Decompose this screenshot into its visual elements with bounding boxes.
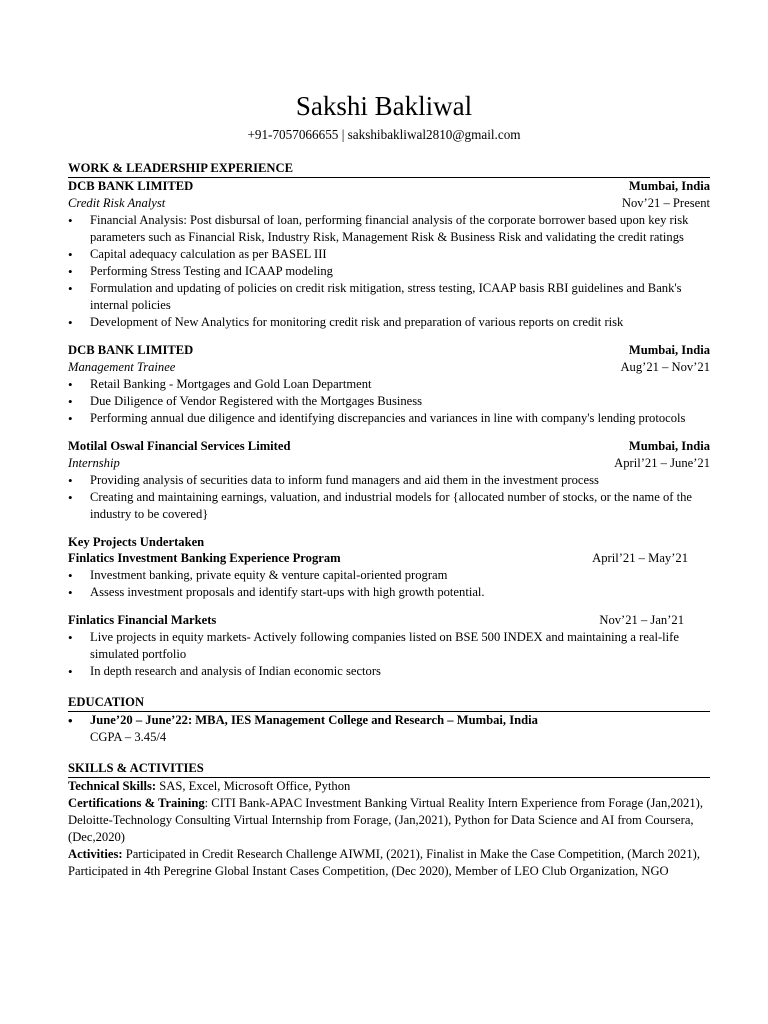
section-heading-work: WORK & LEADERSHIP EXPERIENCE xyxy=(68,160,710,178)
job-location: Mumbai, India xyxy=(628,179,710,193)
bullet-item: • Performing Stress Testing and ICAAP modeling xyxy=(68,263,710,280)
project-dates: April’21 – May’21 xyxy=(592,551,688,565)
bullet-item: • Providing analysis of securities data to inform fund managers and aid them in the investment process xyxy=(68,472,710,489)
education-entry: • June’20 – June’22: MBA, IES Management College and Research – Mumbai, India xyxy=(68,712,710,729)
project-dates: Nov’21 – Jan’21 xyxy=(599,613,684,627)
technical-skills-text: SAS, Excel, Microsoft Office, Python xyxy=(156,779,351,793)
bullet-item: • Formulation and updating of policies on credit risk mitigation, stress testing, ICAAP basis RBI guidelines and Bank's internal policies xyxy=(68,280,710,314)
resume-body xyxy=(68,160,710,880)
job-bullets xyxy=(68,376,710,427)
education-cgpa: CGPA – 3.45/4 xyxy=(90,730,167,744)
bullet-item: • Capital adequacy calculation as per BASEL III xyxy=(68,246,710,263)
bullet-item: • Creating and maintaining earnings, valuation, and industrial models for {allocated number of stocks, or the name of the industry to be covered} xyxy=(68,489,710,523)
job-role: Credit Risk Analyst xyxy=(68,196,166,210)
company-name: Motilal Oswal Financial Services Limited xyxy=(68,439,291,453)
section-heading-skills: SKILLS & ACTIVITIES xyxy=(68,760,710,778)
bullet-item: • Performing annual due diligence and identifying discrepancies and variances in line with company's lending protocols xyxy=(68,410,710,427)
job-role: Internship xyxy=(68,456,120,470)
job-dates: April’21 – June’21 xyxy=(614,456,710,470)
job-entry xyxy=(68,438,710,523)
section-heading-education: EDUCATION xyxy=(68,694,710,712)
certifications xyxy=(68,795,710,846)
bullet-item: • Retail Banking - Mortgages and Gold Loan Department xyxy=(68,376,710,393)
bullet-item: • Development of New Analytics for monitoring credit risk and preparation of various reports on credit risk xyxy=(68,314,710,331)
job-dates: Aug’21 – Nov’21 xyxy=(620,360,710,374)
activities-label: Activities: xyxy=(68,847,123,861)
candidate-name: Sakshi Bakliwal xyxy=(295,91,473,121)
job-location: Mumbai, India xyxy=(628,343,710,357)
job-bullets xyxy=(68,472,710,523)
job-dates: Nov’21 – Present xyxy=(621,196,710,210)
section-heading-projects: Key Projects Undertaken xyxy=(68,535,205,549)
activities xyxy=(68,846,710,880)
job-role: Management Trainee xyxy=(68,360,176,374)
education-list xyxy=(68,712,710,729)
project-entry xyxy=(68,612,710,680)
bullet-item: • Due Diligence of Vendor Registered with the Mortgages Business xyxy=(68,393,710,410)
job-location: Mumbai, India xyxy=(628,439,710,453)
project-entry xyxy=(68,550,710,601)
project-title: Finlatics Financial Markets xyxy=(68,613,217,627)
activities-text: Participated in Credit Research Challenge AIWMI, (2021), Finalist in Make the Case Competition, (March 2021), Participated in 4th Peregrine Global Instant Cases Competition, (Dec 2020), Member of LEO Club Organization, NGO xyxy=(68,847,700,878)
project-bullets xyxy=(68,629,710,680)
certifications-text: : CITI Bank-APAC Investment Banking Virtual Reality Intern Experience from Forage (Jan,2021), Deloitte-Technology Consulting Virtual Internship from Forage, (Jan,2021), Python for Data Science and AI from Coursera, (Dec,2020) xyxy=(68,796,703,844)
contact-line: +91-7057066655 | sakshibakliwal2810@gmail.com xyxy=(247,127,521,142)
project-title: Finlatics Investment Banking Experience Program xyxy=(68,551,341,565)
bullet-item: • Financial Analysis: Post disbursal of loan, performing financial analysis of the corporate borrower based upon key risk parameters such as Financial Risk, Industry Risk, Management Risk & Business Risk and validating the credit ratings xyxy=(68,212,710,246)
technical-skills xyxy=(68,778,710,795)
project-bullets xyxy=(68,567,710,601)
bullet-item: • Assess investment proposals and identify start-ups with high growth potential. xyxy=(68,584,710,601)
job-entry xyxy=(68,178,710,331)
certifications-label: Certifications & Training xyxy=(68,796,205,810)
job-entry xyxy=(68,342,710,427)
bullet-item: • In depth research and analysis of Indian economic sectors xyxy=(68,663,710,680)
job-bullets xyxy=(68,212,710,331)
company-name: DCB BANK LIMITED xyxy=(68,179,194,193)
company-name: DCB BANK LIMITED xyxy=(68,343,194,357)
technical-skills-label: Technical Skills: xyxy=(68,779,157,793)
bullet-item: • Live projects in equity markets- Actively following companies listed on BSE 500 INDEX and maintaining a real-life simulated portfolio xyxy=(68,629,710,663)
bullet-item: • Investment banking, private equity & venture capital-oriented program xyxy=(68,567,710,584)
